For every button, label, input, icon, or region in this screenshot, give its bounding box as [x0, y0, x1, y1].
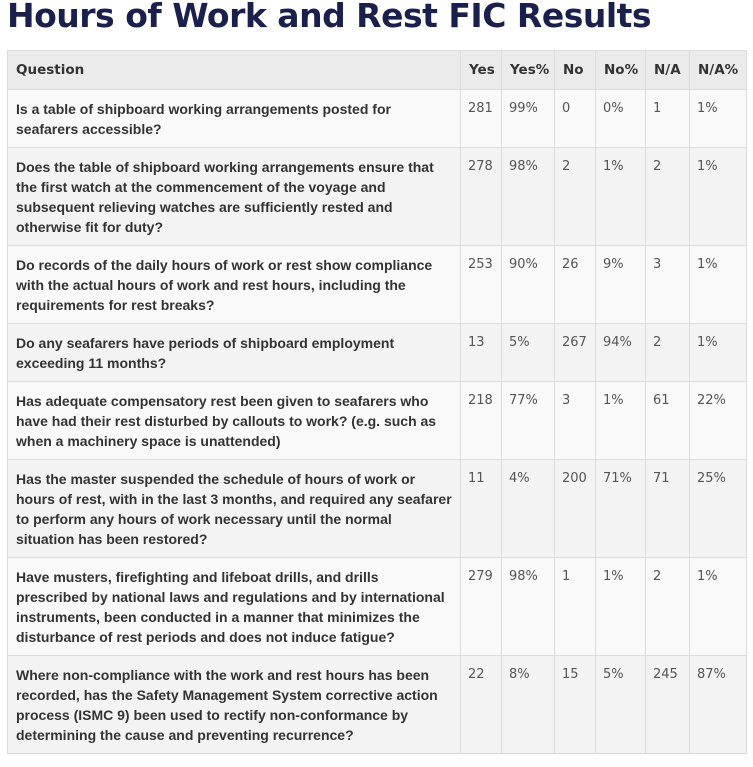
na-cell: 2 — [646, 558, 690, 656]
no-pct-cell: 0% — [596, 90, 646, 148]
header-no-pct: No% — [596, 51, 646, 90]
yes-pct-cell: 98% — [502, 558, 555, 656]
question-cell: Do any seafarers have periods of shipboard employment exceeding 11 months? — [8, 324, 461, 382]
no-pct-cell: 1% — [596, 558, 646, 656]
yes-pct-cell: 4% — [502, 460, 555, 558]
table-row — [8, 90, 747, 148]
na-cell: 3 — [646, 246, 690, 324]
yes-cell: 218 — [461, 382, 502, 460]
question-cell: Does the table of shipboard working arrangements ensure that the first watch at the commencement of the voyage and subsequent relieving watches are sufficiently rested and otherwise fit for duty? — [8, 148, 461, 246]
yes-cell: 278 — [461, 148, 502, 246]
na-cell: 71 — [646, 460, 690, 558]
no-cell: 267 — [555, 324, 596, 382]
no-pct-cell: 94% — [596, 324, 646, 382]
yes-cell: 279 — [461, 558, 502, 656]
na-pct-cell: 1% — [690, 558, 747, 656]
na-pct-cell: 1% — [690, 324, 747, 382]
no-cell: 200 — [555, 460, 596, 558]
na-pct-cell: 1% — [690, 90, 747, 148]
no-cell: 2 — [555, 148, 596, 246]
table-row — [8, 324, 747, 382]
yes-pct-cell: 98% — [502, 148, 555, 246]
na-cell: 245 — [646, 656, 690, 754]
table-row — [8, 246, 747, 324]
yes-pct-cell: 5% — [502, 324, 555, 382]
table-row — [8, 148, 747, 246]
yes-pct-cell: 77% — [502, 382, 555, 460]
no-pct-cell: 9% — [596, 246, 646, 324]
question-cell: Has the master suspended the schedule of hours of work or hours of rest, with in the last 3 months, and required any seafarer to perform any hours of work necessary until the normal situation has been restored? — [8, 460, 461, 558]
question-cell: Where non-compliance with the work and rest hours has been recorded, has the Safety Management System corrective action process (ISMC 9) been used to rectify non-conformance by determining the cause and preventing recurrence? — [8, 656, 461, 754]
table-row — [8, 460, 747, 558]
table-row — [8, 656, 747, 754]
header-question: Question — [8, 51, 461, 90]
yes-pct-cell: 8% — [502, 656, 555, 754]
yes-cell: 253 — [461, 246, 502, 324]
question-cell: Do records of the daily hours of work or rest show compliance with the actual hours of work and rest hours, including the requirements for rest breaks? — [8, 246, 461, 324]
no-cell: 3 — [555, 382, 596, 460]
na-cell: 2 — [646, 324, 690, 382]
na-cell: 61 — [646, 382, 690, 460]
na-pct-cell: 87% — [690, 656, 747, 754]
question-cell: Have musters, firefighting and lifeboat drills, and drills prescribed by national laws and regulations and by international instruments, been conducted in a manner that minimizes the disturbance of rest periods and does not induce fatigue? — [8, 558, 461, 656]
na-pct-cell: 22% — [690, 382, 747, 460]
yes-cell: 22 — [461, 656, 502, 754]
yes-pct-cell: 99% — [502, 90, 555, 148]
na-cell: 2 — [646, 148, 690, 246]
na-pct-cell: 1% — [690, 246, 747, 324]
no-cell: 1 — [555, 558, 596, 656]
header-yes: Yes — [461, 51, 502, 90]
yes-cell: 11 — [461, 460, 502, 558]
yes-cell: 13 — [461, 324, 502, 382]
question-cell: Is a table of shipboard working arrangements posted for seafarers accessible? — [8, 90, 461, 148]
header-yes-pct: Yes% — [502, 51, 555, 90]
header-no: No — [555, 51, 596, 90]
results-table — [7, 50, 747, 754]
table-header-row — [8, 51, 747, 90]
header-na: N/A — [646, 51, 690, 90]
no-cell: 0 — [555, 90, 596, 148]
header-na-pct: N/A% — [690, 51, 747, 90]
no-pct-cell: 5% — [596, 656, 646, 754]
no-cell: 15 — [555, 656, 596, 754]
na-pct-cell: 25% — [690, 460, 747, 558]
table-row — [8, 382, 747, 460]
no-pct-cell: 71% — [596, 460, 646, 558]
yes-cell: 281 — [461, 90, 502, 148]
na-pct-cell: 1% — [690, 148, 747, 246]
no-pct-cell: 1% — [596, 382, 646, 460]
na-cell: 1 — [646, 90, 690, 148]
question-cell: Has adequate compensatory rest been given to seafarers who have had their rest disturbed by callouts to work? (e.g. such as when a machinery space is unattended) — [8, 382, 461, 460]
table-row — [8, 558, 747, 656]
no-cell: 26 — [555, 246, 596, 324]
no-pct-cell: 1% — [596, 148, 646, 246]
yes-pct-cell: 90% — [502, 246, 555, 324]
page-title: Hours of Work and Rest FIC Results — [7, 0, 652, 35]
